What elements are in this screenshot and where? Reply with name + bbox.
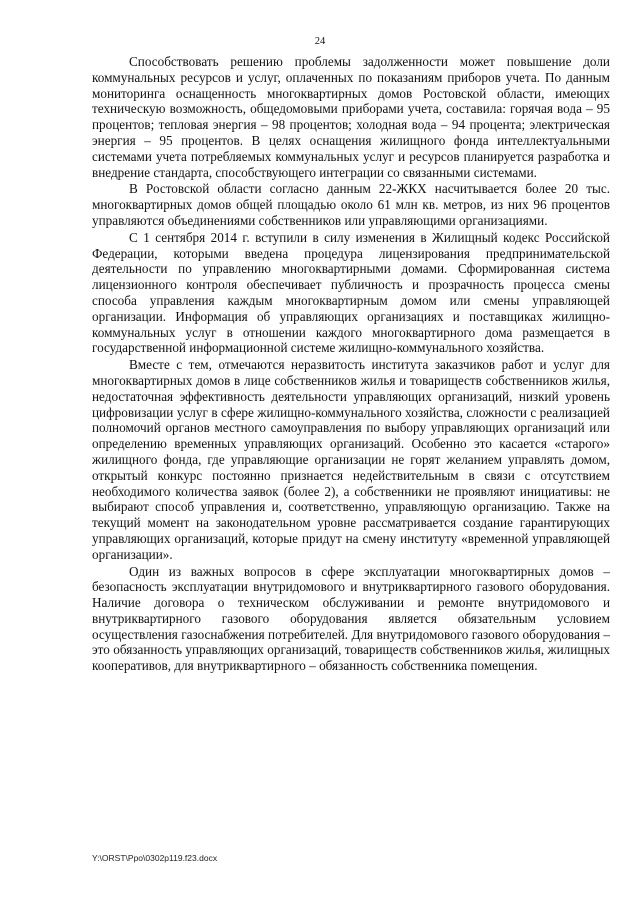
footer-file-path: Y:\ORST\Ppo\0302p119.f23.docx [92, 853, 218, 863]
paragraph-housing-stock: В Ростовской области согласно данным 22-ЖКХ насчитывается более 20 тыс. многоквартирных домов общей площадью около 61 млн кв. метров, из них 96 процентов управляются объединениями собственников или управляющими организациями. [92, 181, 610, 228]
page-number: 24 [314, 36, 326, 47]
paragraph-metering: Способствовать решению проблемы задолженности может повышение доли коммунальных ресурсов и услуг, оплаченных по показаниям приборов учета. По данным мониторинга оснащенность многоквартирных домов Ростовской области, имеющих техническую возможность, общедомовыми приборами учета, составила: горячая вода – 95 процентов; тепловая энергия – 98 процентов; холодная вода – 94 процента; электрическая энергия – 95 процентов. В целях оснащения жилищного фонда интеллектуальными системами учета потребляемых коммунальных услуг и ресурсов планируется разработка и внедрение стандарта, способствующего интеграции со связанными системами. [92, 54, 610, 180]
paragraph-licensing: С 1 сентября 2014 г. вступили в силу изменения в Жилищный кодекс Российской Федерации, которыми введена процедура лицензирования предпринимательской деятельности по управлению многоквартирными домами. Сформированная система лицензионного контроля обеспечивает публичность и прозрачность процесса смены способа управления каждым многоквартирным домом или смены управляющей организации. Информация об управляющих организациях и поставщиках жилищно-коммунальных услуг в отношении каждого многоквартирного дома размещается в государственной информационной системе жилищно-коммунального хозяйства. [92, 229, 610, 356]
paragraph-gas-safety: Один из важных вопросов в сфере эксплуатации многоквартирных домов – безопасность эксплуатации внутридомового и внутриквартирного газового оборудования. Наличие договора о техническом обслуживании и ремонте внутридомового и внутриквартирного газового оборудования является обязательным условием осуществления газоснабжения потребителей. Для внутридомового газового оборудования – это обязанность управляющих организаций, товариществ собственников жилья, жилищных кооперативов, для внутриквартирного – обязанность собственника помещения. [92, 563, 610, 674]
document-body [92, 54, 610, 674]
paragraph-problems: Вместе с тем, отмечаются неразвитость института заказчиков работ и услуг для многоквартирных домов в лице собственников жилья и товариществ собственников жилья, недостаточная эффективность деятельности управляющих организаций, низкий уровень цифровизации услуг в сфере жилищно-коммунального хозяйства, сложности с реализацией полномочий органов местного самоуправления по выбору управляющих организаций или определению временных управляющих организаций. Особенно это касается «старого» жилищного фонда, где управляющие организации не горят желанием управлять домом, открытый конкурс постоянно признается недействительным в связи с отсутствием необходимого количества заявок (более 2), а собственники не проявляют инициативы: не выбирают способ управления и, соответственно, управляющую организацию. Также на текущий момент на законодательном уровне рассматривается создание гарантирующих управляющих организаций, которые придут на смену институту «временной управляющей организации». [92, 357, 610, 562]
